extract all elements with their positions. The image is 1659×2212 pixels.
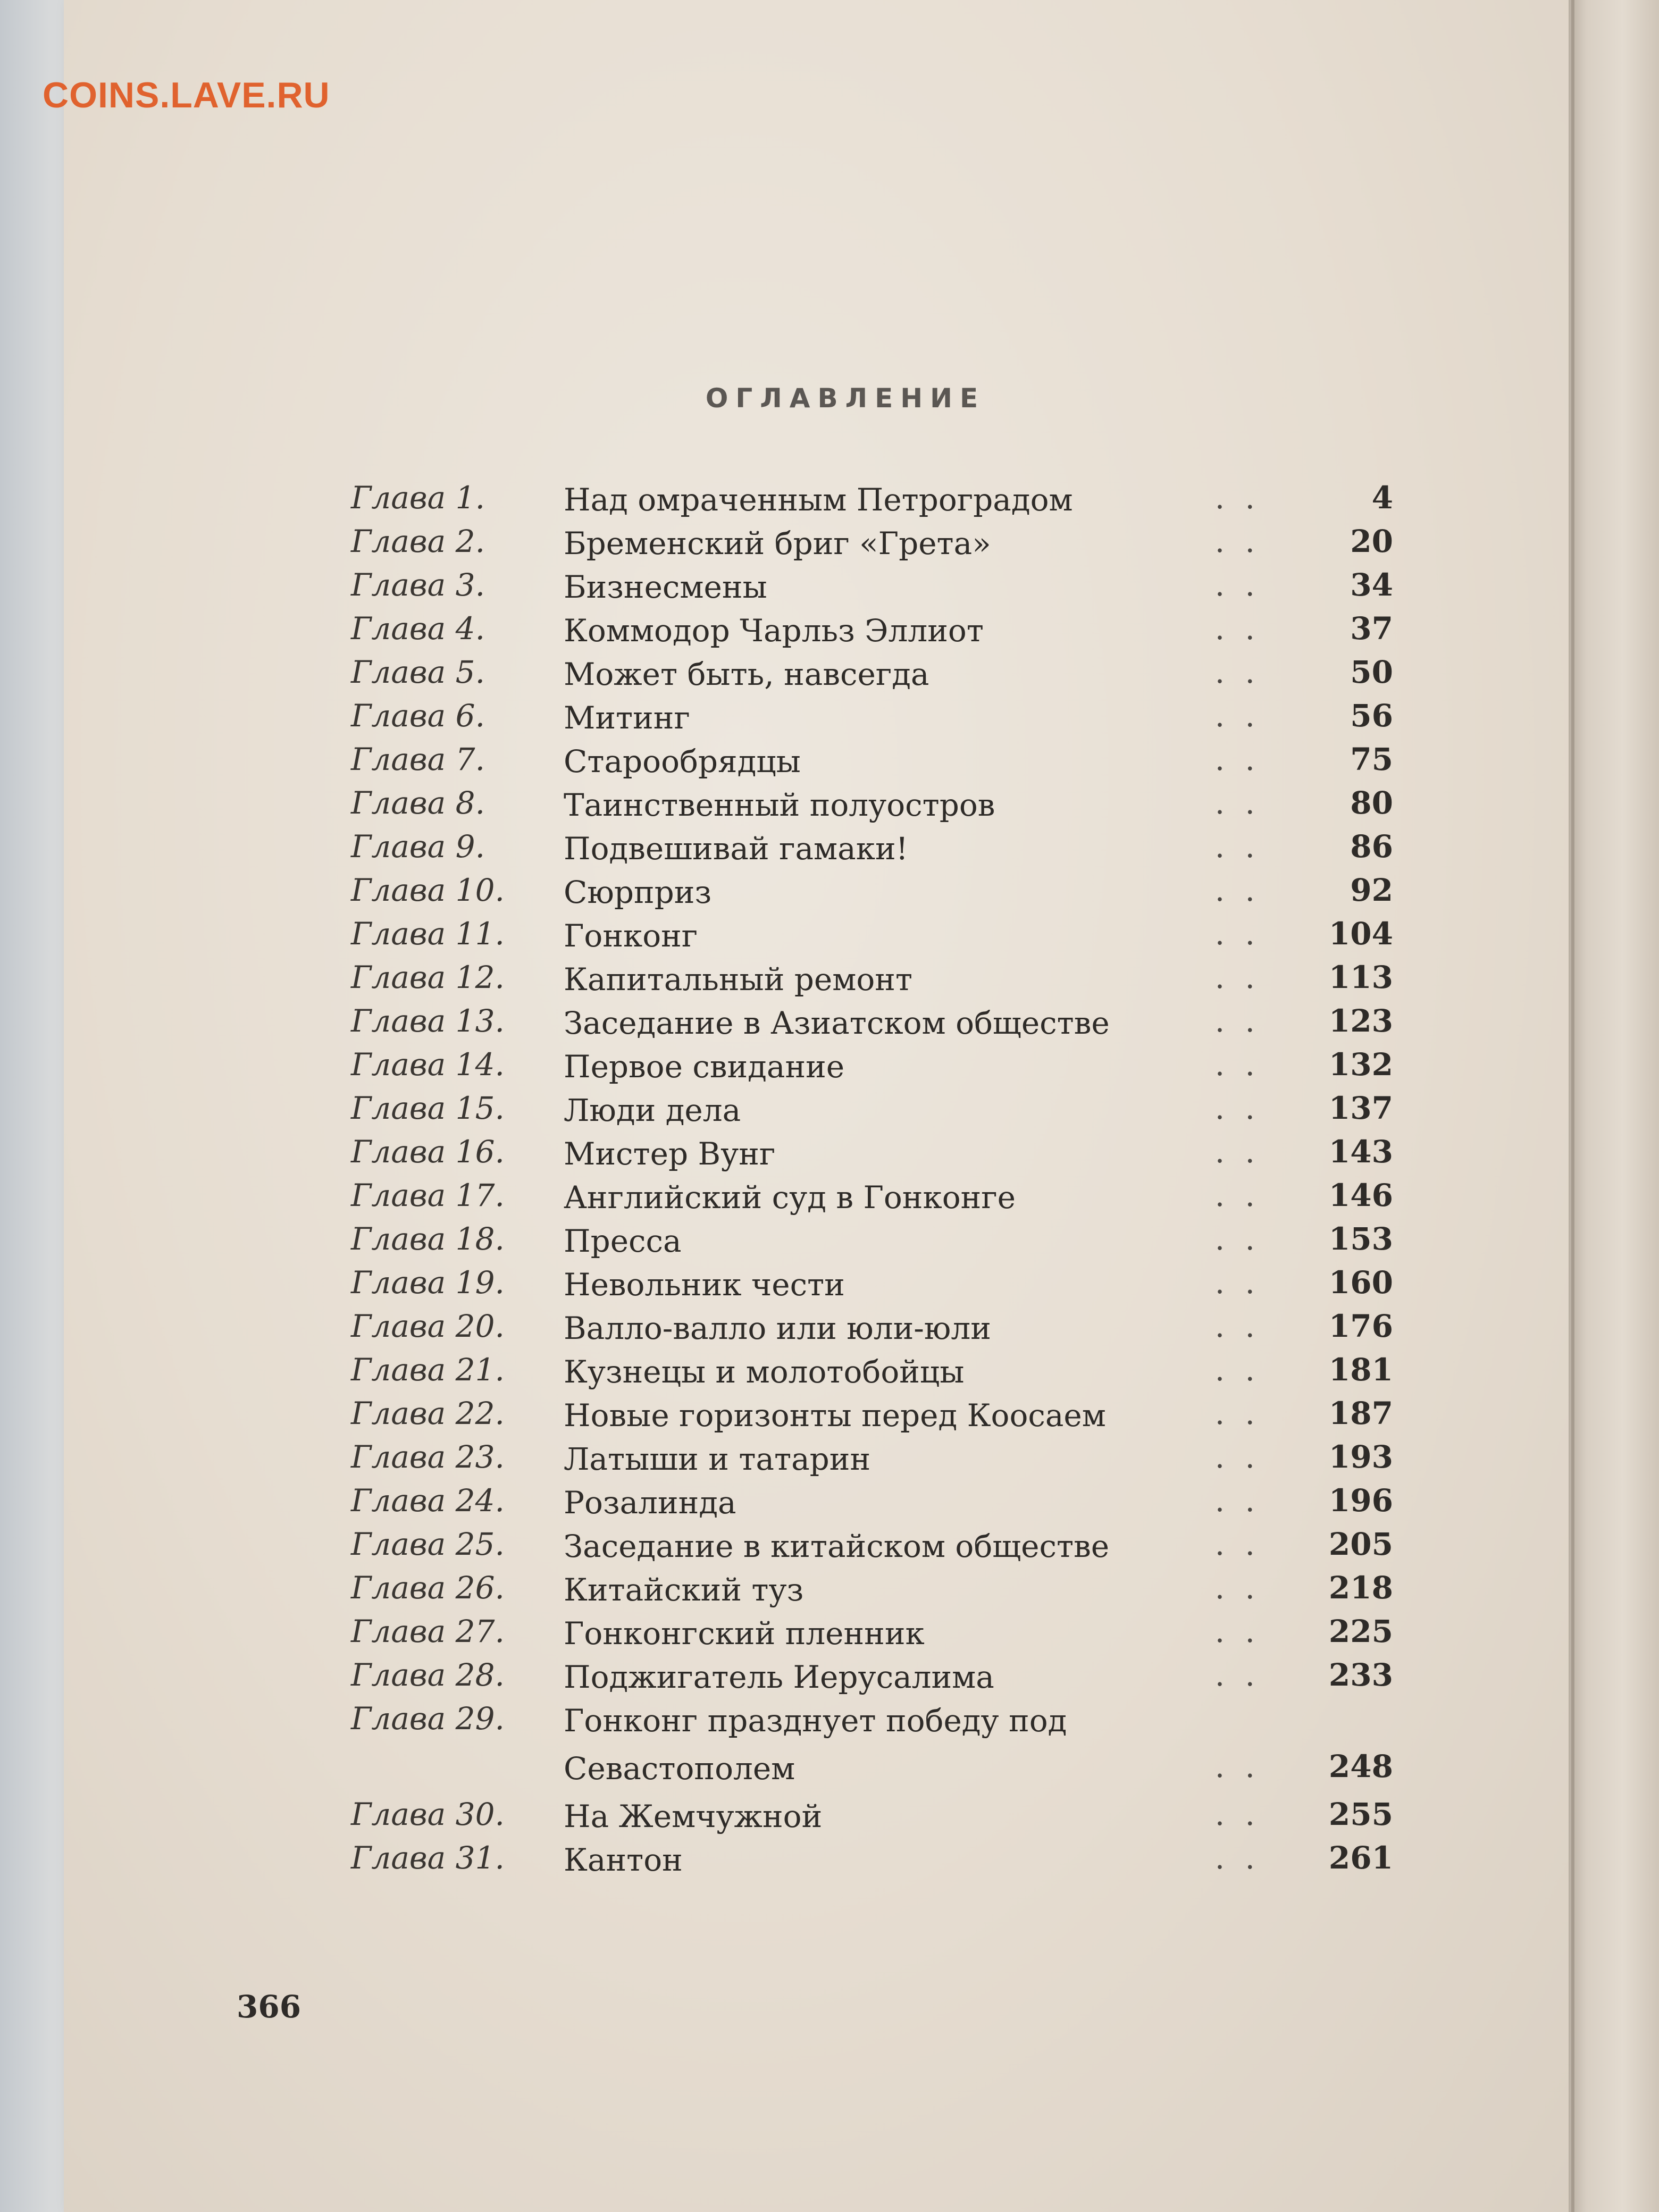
toc-entry xyxy=(351,1610,1393,1653)
page-ref: 176 xyxy=(1328,1308,1393,1344)
page-number: 366 xyxy=(237,1989,301,2025)
chapter-label: Глава 23. xyxy=(351,1439,505,1475)
chapter-label: Глава 22. xyxy=(351,1395,505,1431)
leader-dots: . . xyxy=(1214,1613,1260,1649)
leader-dots: . . xyxy=(1214,654,1260,690)
chapter-title: Подвешивай гамаки! xyxy=(564,831,908,867)
toc-entry xyxy=(351,650,1393,694)
leader-dots: . . xyxy=(1214,523,1260,559)
chapter-label: Глава 7. xyxy=(351,741,485,777)
leader-dots: . . xyxy=(1214,872,1260,908)
chapter-label: Глава 3. xyxy=(351,567,485,603)
chapter-title: Капитальный ремонт xyxy=(564,961,913,998)
chapter-title: Первое свидание xyxy=(564,1049,845,1085)
chapter-title: Валло-валло или юли-юли xyxy=(564,1310,991,1346)
chapter-label: Глава 26. xyxy=(351,1570,505,1606)
chapter-title: Гонконгский пленник xyxy=(564,1615,925,1652)
page-ref: 160 xyxy=(1328,1264,1393,1301)
leader-dots: . . xyxy=(1214,1046,1260,1083)
chapter-title: Розалинда xyxy=(564,1485,736,1521)
leader-dots: . . xyxy=(1214,916,1260,952)
toc-entry xyxy=(351,1653,1393,1697)
chapter-label: Глава 6. xyxy=(351,698,485,734)
chapter-title: Кузнецы и молотобойцы xyxy=(564,1354,965,1390)
toc-entry xyxy=(351,781,1393,825)
page-ref: 113 xyxy=(1328,959,1393,995)
page-ref: 261 xyxy=(1328,1840,1393,1876)
leader-dots: . . xyxy=(1214,1526,1260,1562)
chapter-title: Пресса xyxy=(564,1223,682,1259)
chapter-title: Может быть, навсегда xyxy=(564,656,929,692)
page-ref: 20 xyxy=(1350,523,1393,559)
leader-dots: . . xyxy=(1214,1439,1260,1475)
toc-list xyxy=(351,476,1393,1880)
leader-dots: . . xyxy=(1214,1221,1260,1257)
toc-entry xyxy=(351,1261,1393,1304)
chapter-label: Глава 15. xyxy=(351,1090,505,1126)
toc-entry xyxy=(351,563,1393,607)
chapter-label: Глава 21. xyxy=(351,1352,505,1388)
page-edge xyxy=(1569,0,1659,2212)
watermark: COINS.LAVE.RU xyxy=(43,75,330,115)
chapter-label: Глава 1. xyxy=(351,480,485,516)
page-ref: 75 xyxy=(1350,741,1393,777)
chapter-label: Глава 19. xyxy=(351,1264,505,1301)
leader-dots: . . xyxy=(1214,1177,1260,1213)
chapter-label: Глава 5. xyxy=(351,654,485,690)
leader-dots: . . xyxy=(1214,1840,1260,1876)
chapter-label: Глава 4. xyxy=(351,610,485,647)
toc-entry xyxy=(351,1697,1393,1792)
chapter-label: Глава 13. xyxy=(351,1003,505,1039)
leader-dots: . . xyxy=(1214,480,1260,516)
chapter-title: Китайский туз xyxy=(564,1572,804,1608)
chapter-label: Глава 18. xyxy=(351,1221,505,1257)
toc-entry xyxy=(351,1174,1393,1217)
page-ref: 34 xyxy=(1350,567,1393,603)
toc-entry xyxy=(351,1836,1393,1880)
leader-dots: . . xyxy=(1214,567,1260,603)
toc-entry xyxy=(351,868,1393,912)
chapter-title: Старообрядцы xyxy=(564,743,801,780)
chapter-title: Над омраченным Петроградом xyxy=(564,482,1073,518)
chapter-title: Заседание в Азиатском обществе xyxy=(564,1005,1110,1041)
toc-entry xyxy=(351,825,1393,868)
page-ref: 104 xyxy=(1328,916,1393,952)
chapter-title: Заседание в китайском обществе xyxy=(564,1528,1110,1564)
chapter-label: Глава 11. xyxy=(351,916,505,952)
chapter-label: Глава 20. xyxy=(351,1308,505,1344)
leader-dots: . . xyxy=(1214,1570,1260,1606)
chapter-label: Глава 27. xyxy=(351,1613,505,1649)
toc-entry xyxy=(351,1435,1393,1479)
chapter-title: Новые горизонты перед Коосаем xyxy=(564,1397,1106,1434)
page-ref: 225 xyxy=(1328,1613,1393,1649)
toc-entry xyxy=(351,1392,1393,1435)
chapter-title: Английский суд в Гонконге xyxy=(564,1179,1016,1216)
chapter-label: Глава 31. xyxy=(351,1840,505,1876)
chapter-title: Невольник чести xyxy=(564,1267,845,1303)
leader-dots: . . xyxy=(1214,1482,1260,1519)
page-ref: 153 xyxy=(1328,1221,1393,1257)
page-ref: 4 xyxy=(1371,480,1393,516)
toc-entry xyxy=(351,912,1393,956)
toc-title: ОГЛАВЛЕНИЕ xyxy=(705,383,986,414)
chapter-title: Мистер Вунг xyxy=(564,1136,776,1172)
chapter-title: Люди дела xyxy=(564,1092,741,1128)
chapter-title: Бременский бриг «Грета» xyxy=(564,525,991,562)
chapter-title: Поджигатель Иерусалима xyxy=(564,1659,994,1695)
chapter-title: Гонконг xyxy=(564,918,698,954)
page-ref: 80 xyxy=(1350,785,1393,821)
toc-entry xyxy=(351,476,1393,520)
chapter-title: Кантон xyxy=(564,1842,683,1878)
chapter-label: Глава 10. xyxy=(351,872,505,908)
leader-dots: . . xyxy=(1214,785,1260,821)
page-ref: 86 xyxy=(1350,828,1393,865)
page-ref: 92 xyxy=(1350,872,1393,908)
chapter-label: Глава 8. xyxy=(351,785,485,821)
leader-dots: . . xyxy=(1214,1090,1260,1126)
leader-dots: . . xyxy=(1214,828,1260,865)
toc-entry xyxy=(351,1522,1393,1566)
page-ref: 255 xyxy=(1328,1796,1393,1832)
chapter-label: Глава 25. xyxy=(351,1526,505,1562)
chapter-title: Таинственный полуостров xyxy=(564,787,995,823)
chapter-label: Глава 30. xyxy=(351,1796,505,1832)
leader-dots: . . xyxy=(1214,1748,1260,1784)
toc-entry xyxy=(351,1304,1393,1348)
chapter-label: Глава 29. xyxy=(351,1700,505,1737)
chapter-label: Глава 2. xyxy=(351,523,485,559)
toc-entry xyxy=(351,999,1393,1043)
chapter-title: Сюрприз xyxy=(564,874,712,910)
leader-dots: . . xyxy=(1214,610,1260,647)
leader-dots: . . xyxy=(1214,1264,1260,1301)
page-ref: 37 xyxy=(1350,610,1393,647)
chapter-title: Бизнесмены xyxy=(564,569,767,605)
leader-dots: . . xyxy=(1214,1796,1260,1832)
page-ref: 56 xyxy=(1350,698,1393,734)
chapter-label: Глава 17. xyxy=(351,1177,505,1213)
chapter-label: Глава 24. xyxy=(351,1482,505,1519)
leader-dots: . . xyxy=(1214,1134,1260,1170)
page-ref: 196 xyxy=(1328,1482,1393,1519)
page-ref: 248 xyxy=(1328,1748,1393,1784)
chapter-title: На Жемчужной xyxy=(564,1798,823,1834)
leader-dots: . . xyxy=(1214,1003,1260,1039)
chapter-label: Глава 12. xyxy=(351,959,505,995)
page-ref: 137 xyxy=(1328,1090,1393,1126)
chapter-title: Гонконг празднует победу под Севастополем xyxy=(564,1703,1067,1787)
toc-entry xyxy=(351,694,1393,738)
toc-entry xyxy=(351,1792,1393,1836)
page-ref: 193 xyxy=(1328,1439,1393,1475)
page-ref: 218 xyxy=(1328,1570,1393,1606)
page-ref: 143 xyxy=(1328,1134,1393,1170)
page-ref: 233 xyxy=(1328,1657,1393,1693)
toc-entry xyxy=(351,956,1393,999)
leader-dots: . . xyxy=(1214,1352,1260,1388)
page-ref: 187 xyxy=(1328,1395,1393,1431)
leader-dots: . . xyxy=(1214,1308,1260,1344)
page-ref: 50 xyxy=(1350,654,1393,690)
toc-entry xyxy=(351,1130,1393,1174)
chapter-label: Глава 14. xyxy=(351,1046,505,1083)
page-ref: 146 xyxy=(1328,1177,1393,1213)
toc-entry xyxy=(351,1566,1393,1610)
page-edge-shadow xyxy=(1571,0,1574,2212)
leader-dots: . . xyxy=(1214,1395,1260,1431)
toc-entry xyxy=(351,607,1393,650)
toc-entry xyxy=(351,1217,1393,1261)
page-ref: 123 xyxy=(1328,1003,1393,1039)
leader-dots: . . xyxy=(1214,959,1260,995)
chapter-title: Митинг xyxy=(564,700,690,736)
toc-entry xyxy=(351,1086,1393,1130)
leader-dots: . . xyxy=(1214,1657,1260,1693)
toc-entry xyxy=(351,520,1393,563)
toc-entry xyxy=(351,1043,1393,1086)
chapter-label: Глава 28. xyxy=(351,1657,505,1693)
chapter-title: Латыши и татарин xyxy=(564,1441,871,1477)
page-ref: 181 xyxy=(1328,1352,1393,1388)
toc-entry xyxy=(351,738,1393,781)
page-ref: 205 xyxy=(1328,1526,1393,1562)
chapter-title: Коммодор Чарльз Эллиот xyxy=(564,613,984,649)
chapter-label: Глава 16. xyxy=(351,1134,505,1170)
leader-dots: . . xyxy=(1214,698,1260,734)
leader-dots: . . xyxy=(1214,741,1260,777)
chapter-label: Глава 9. xyxy=(351,828,485,865)
toc-entry xyxy=(351,1348,1393,1392)
toc-entry xyxy=(351,1479,1393,1522)
page-ref: 132 xyxy=(1328,1046,1393,1083)
